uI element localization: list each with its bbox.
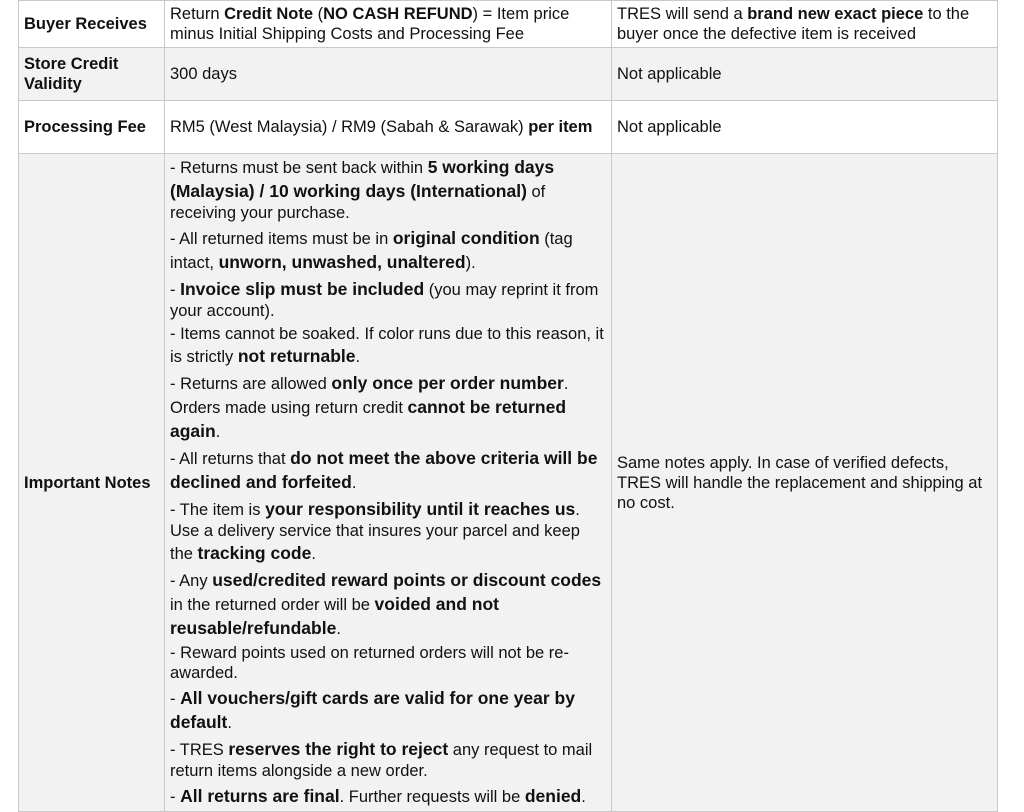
text: - TRES	[170, 741, 229, 759]
bold-text: do not meet the above criteria will be declined and forfeited	[170, 448, 598, 492]
note-item	[170, 686, 606, 734]
bold-text: brand new exact piece	[747, 5, 924, 23]
text: ) = Item price minus Initial Shipping Costs and Processing Fee	[170, 5, 570, 43]
exchange-processing-fee: Not applicable	[612, 101, 998, 154]
row-important-notes	[19, 154, 998, 812]
text: (tag intact,	[170, 230, 573, 272]
text: -	[170, 281, 181, 299]
text: - Any	[170, 572, 213, 590]
note-item	[170, 446, 606, 494]
text: -	[170, 690, 181, 708]
note-item	[170, 784, 606, 808]
text: TRES will send a	[617, 5, 748, 23]
bold-text: 5 working days (Malaysia) / 10 working days (International)	[170, 157, 555, 201]
text: - All returned items must be in	[170, 230, 393, 248]
text: . Orders made using return credit	[170, 375, 569, 417]
row-label: Important Notes	[19, 154, 165, 812]
row-processing-fee	[19, 101, 998, 154]
bold-text: reserves the right to reject	[228, 739, 449, 759]
return-important-notes	[165, 154, 612, 812]
text: of receiving your purchase.	[170, 183, 546, 222]
bold-text: not returnable	[237, 346, 356, 366]
text: to the buyer once the defective item is received	[617, 5, 970, 43]
text: .	[215, 423, 221, 441]
note-item	[170, 371, 606, 443]
note-item	[170, 324, 606, 368]
bold-text: Credit Note	[224, 5, 314, 23]
bold-text: denied	[524, 786, 582, 806]
text: any request to mail return items alongside a new order.	[170, 741, 593, 780]
text: .	[227, 714, 232, 732]
bold-text: All vouchers/gift cards are valid for one year by default	[170, 688, 575, 732]
bold-text: NO CASH REFUND	[323, 5, 473, 23]
text: - Items cannot be soaked. If color runs due to this reason, it is strictly	[170, 325, 604, 366]
note-item	[170, 155, 606, 223]
bold-text: tracking code	[197, 543, 312, 563]
bold-text: original condition	[392, 228, 540, 248]
text: .	[581, 788, 586, 806]
bold-text: All returns are final	[180, 786, 340, 806]
text: . Further requests will be	[339, 788, 525, 806]
note-item	[170, 643, 606, 683]
note-item	[170, 497, 606, 565]
note-item	[170, 277, 606, 321]
note-item	[170, 737, 606, 781]
return-processing-fee	[165, 101, 612, 154]
text: - Returns are allowed	[170, 375, 332, 393]
bold-text: used/credited reward points or discount codes	[212, 570, 602, 590]
exchange-buyer-receives	[612, 1, 998, 48]
note-item	[170, 568, 606, 640]
exchange-store-credit-validity: Not applicable	[612, 48, 998, 101]
return-store-credit-validity: 300 days	[165, 48, 612, 101]
return-buyer-receives	[165, 1, 612, 48]
bold-text: only once per order number	[331, 373, 564, 393]
text: in the returned order will be	[170, 596, 375, 614]
exchange-important-notes: Same notes apply. In case of verified defects, TRES will handle the replacement and shipping at no cost.	[612, 154, 998, 812]
text: (	[313, 5, 324, 23]
text: ).	[465, 254, 476, 272]
bold-text: Invoice slip must be included	[180, 279, 425, 299]
text: - Reward points used on returned orders will not be re-awarded.	[170, 644, 569, 682]
bold-text: per item	[528, 117, 593, 136]
row-label: Processing Fee	[19, 101, 165, 154]
text: Return	[170, 5, 225, 23]
text: - The item is	[170, 501, 266, 519]
text: . Use a delivery service that insures your parcel and keep the	[170, 501, 580, 563]
bold-text: voided and not reusable/refundable	[170, 594, 499, 638]
text: - All returns that	[170, 450, 291, 468]
row-label: Buyer Receives	[19, 1, 165, 48]
bold-text: cannot be returned again	[170, 397, 567, 441]
return-policy-table	[18, 0, 998, 812]
text: .	[336, 620, 341, 638]
text: RM5 (West Malaysia) / RM9 (Sabah & Sarawak)	[170, 117, 529, 136]
text: .	[311, 545, 316, 563]
row-buyer-receives	[19, 1, 998, 48]
note-item	[170, 226, 606, 274]
bold-text: unworn, unwashed, unaltered	[218, 252, 466, 272]
text: .	[355, 348, 361, 366]
row-label: Store Credit Validity	[19, 48, 165, 101]
row-store-credit-validity	[19, 48, 998, 101]
bold-text: your responsibility until it reaches us	[265, 499, 576, 519]
text: -	[170, 788, 181, 806]
notes-list	[170, 155, 606, 808]
text: - Returns must be sent back within	[170, 159, 428, 177]
text: (you may reprint it from your account).	[170, 281, 599, 320]
text: .	[351, 474, 357, 492]
